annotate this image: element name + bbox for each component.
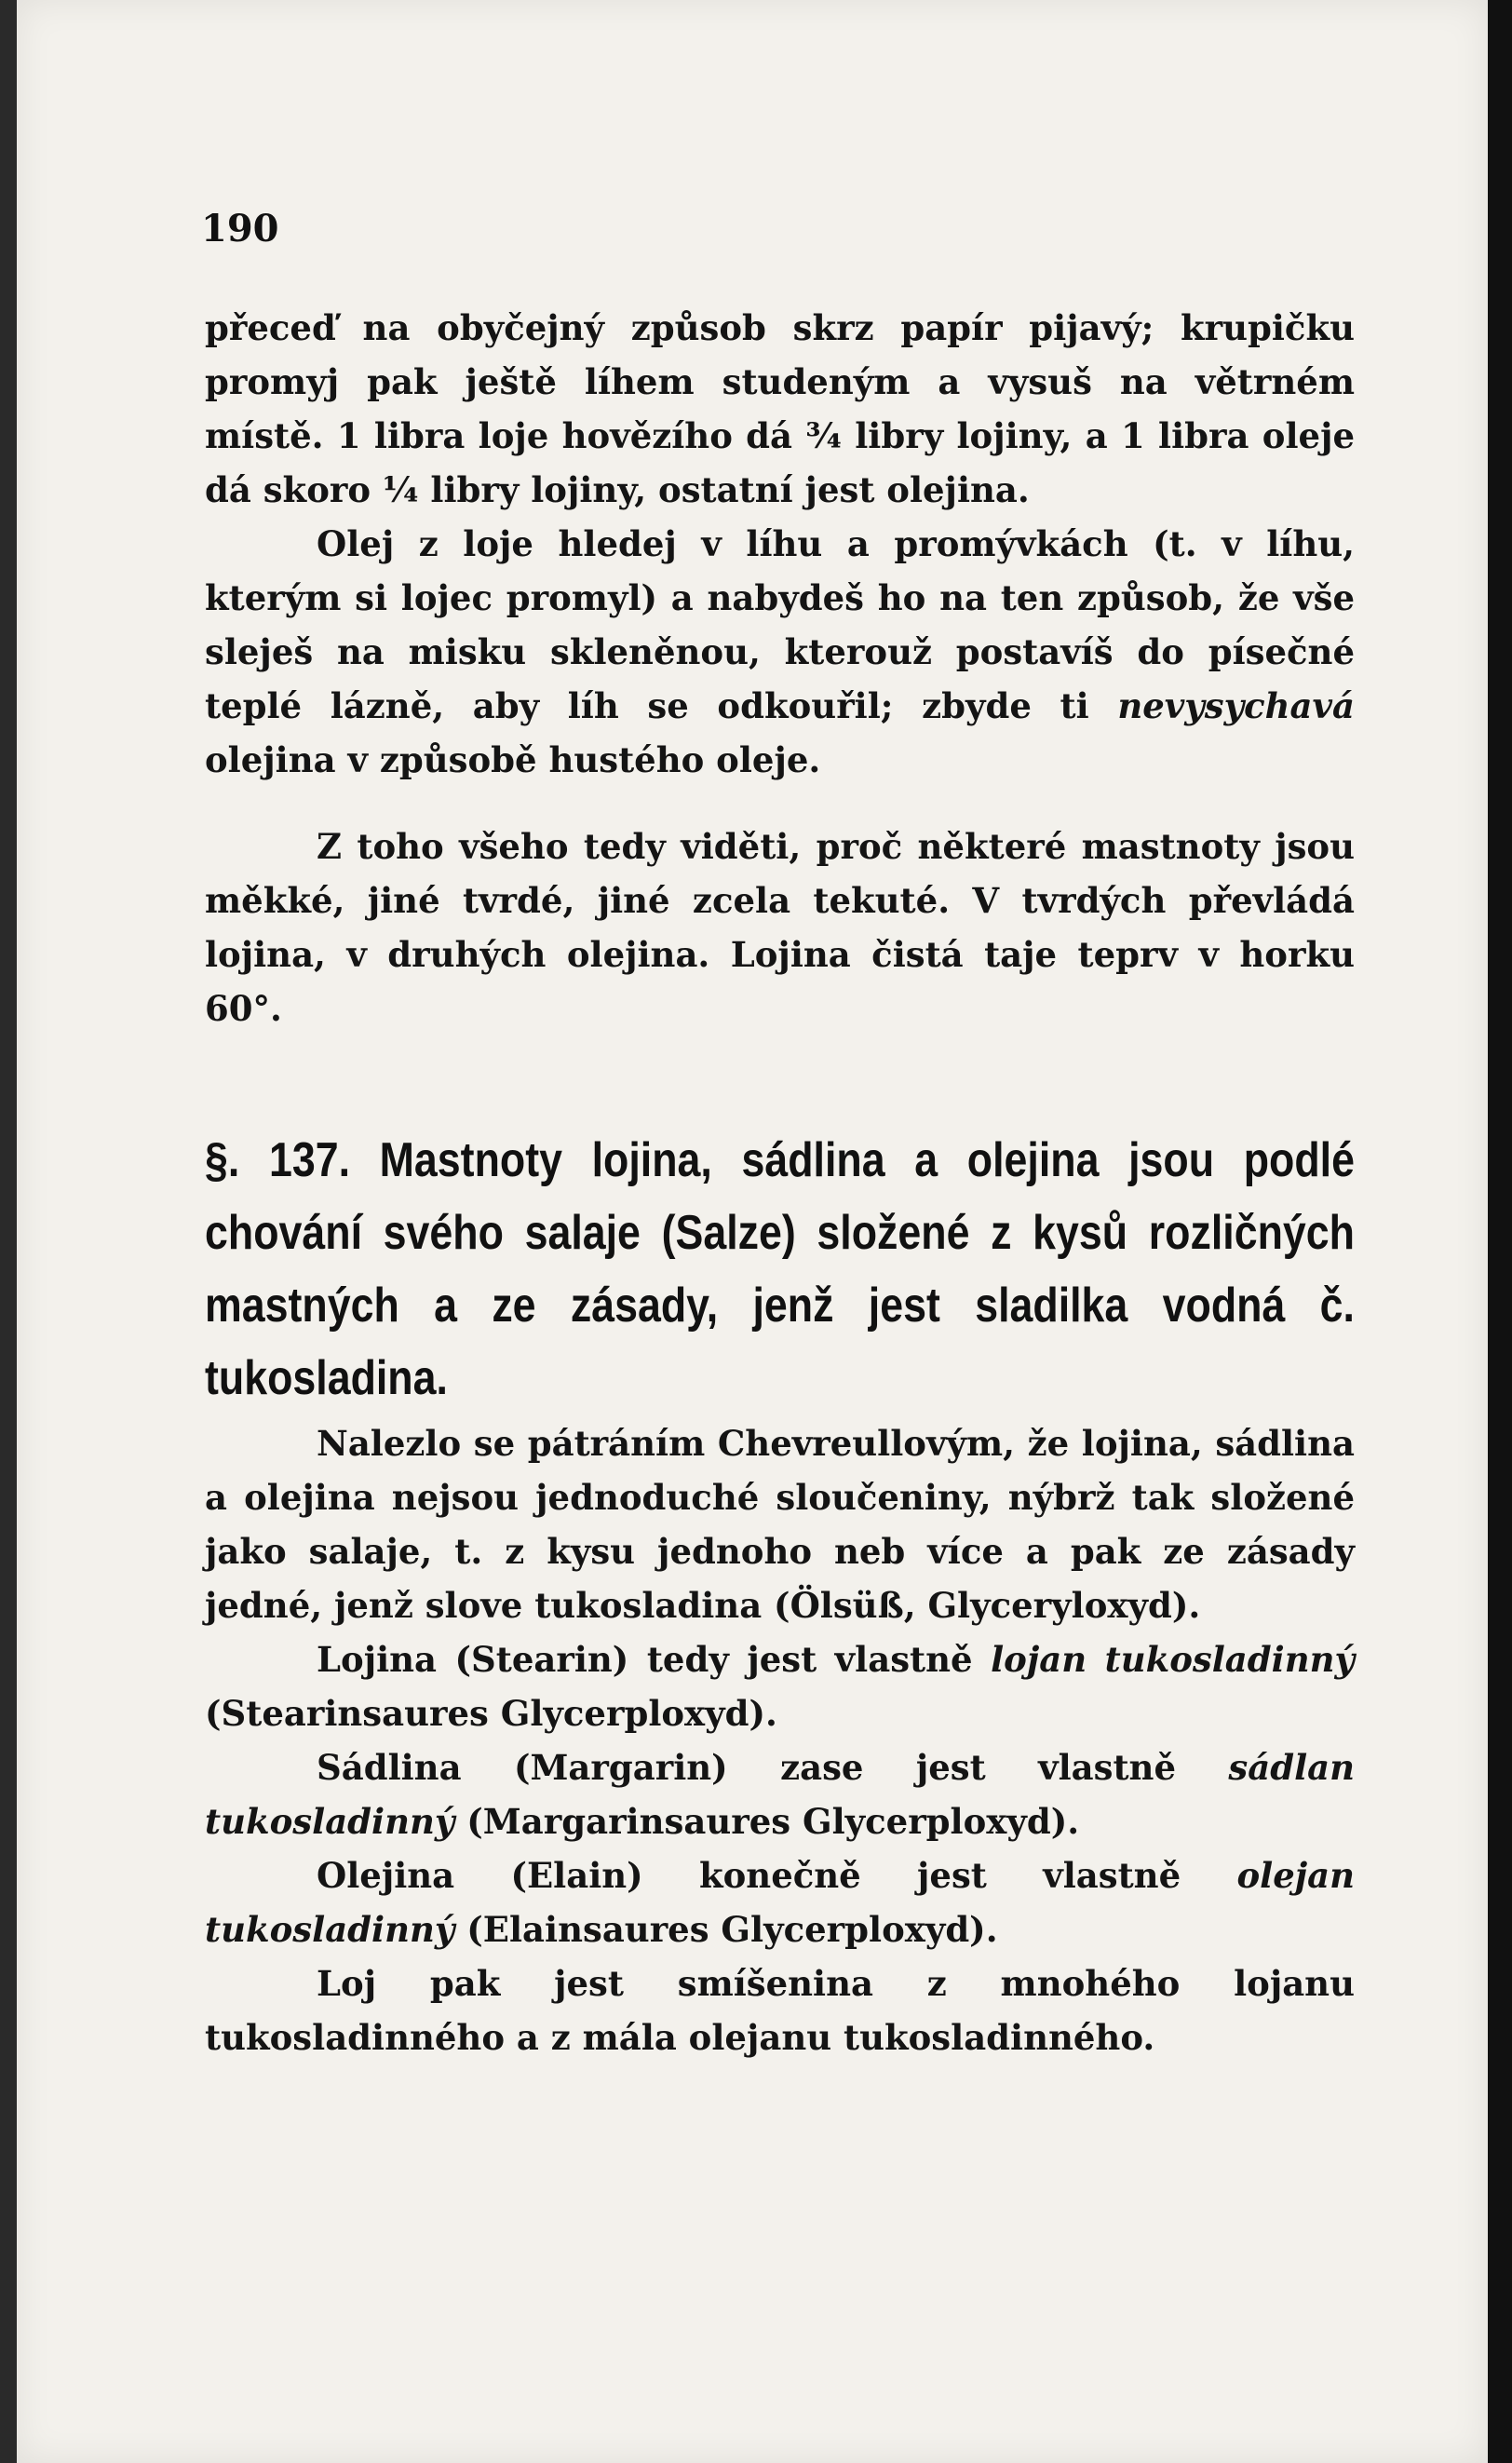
paragraph [205, 1740, 1355, 1848]
text-block-middle [205, 819, 1355, 1035]
section-number: §. 137. [205, 1133, 351, 1187]
text-run: Olejina (Elain) konečně jest vlastně [317, 1855, 1237, 1896]
page-number: 190 [201, 207, 279, 250]
book-page [17, 0, 1488, 2463]
text-run: Lojina (Stearin) tedy jest vlastně [317, 1639, 992, 1680]
italic-term: olejan tukosladinný [205, 1855, 1355, 1950]
paragraph: přeceď na obyčejný způsob skrz papír pijavý; krupičku promyj pak ještě líhem studeným a vysuš na větrném místě. 1 libra loje hovězího dá ¾ libry lojiny, a 1 libra oleje dá skoro ¼ libry lojiny, ostatní jest olejina. [205, 307, 1355, 510]
paragraph [205, 1632, 1355, 1740]
text-run: (Stearinsaures Glycerploxyd). [205, 1693, 777, 1734]
italic-term: sádlan tukosladinný [205, 1747, 1355, 1842]
text-block-top [205, 301, 1355, 787]
section-heading [205, 1124, 1355, 1414]
paragraph: Loj pak jest smíšenina z mnohého lojanu tukosladinného a z mála olejanu tukosladinného. [205, 1963, 1355, 2058]
text-run: olejina v způsobě hustého oleje. [205, 739, 821, 780]
section-heading-text: Mastnoty lojina, sádlina a olejina jsou podlé chování svého salaje (Salze) složené z kysů rozličných mastných a ze zásady, jenž jest sladilka vodná č. tukosladina. [205, 1133, 1355, 1405]
paragraph [205, 1848, 1355, 1956]
text-run: Olej z loje hledej v líhu a promývkách (t. v líhu, kterým si lojec promyl) a nabydeš ho na ten způsob, že vše sleješ na misku skleněnou, kterouž postavíš do písečné teplé lázně, aby líh se odkouřil; zbyde ti [205, 523, 1355, 726]
text-run: (Margarinsaures Glycerploxyd). [454, 1801, 1080, 1842]
paragraph [205, 517, 1355, 787]
text-run: (Elainsaures Glycerploxyd). [454, 1909, 998, 1950]
scan-right-edge [1488, 0, 1512, 2463]
text-block-bottom [205, 1416, 1355, 2064]
text-run: Sádlina (Margarin) zase jest vlastně [317, 1747, 1229, 1788]
scan-left-edge [0, 0, 17, 2463]
italic-term: nevysychavá [1117, 685, 1355, 726]
paragraph: Nalezlo se pátráním Chevreullovým, že lojina, sádlina a olejina nejsou jednoduché sloučeniny, nýbrž tak složené jako salaje, t. z kysu jednoho neb více a pak ze zásady jedné, jenž slove tukosladina (Ölsüß, Glyceryloxyd). [205, 1423, 1355, 1626]
italic-term: lojan tukosladinný [991, 1639, 1355, 1680]
paragraph: Z toho všeho tedy viděti, proč některé mastnoty jsou měkké, jiné tvrdé, jiné zcela tekuté. V tvrdých převládá lojina, v druhých olejina. Lojina čistá taje teprv v horku 60°. [205, 826, 1355, 1029]
